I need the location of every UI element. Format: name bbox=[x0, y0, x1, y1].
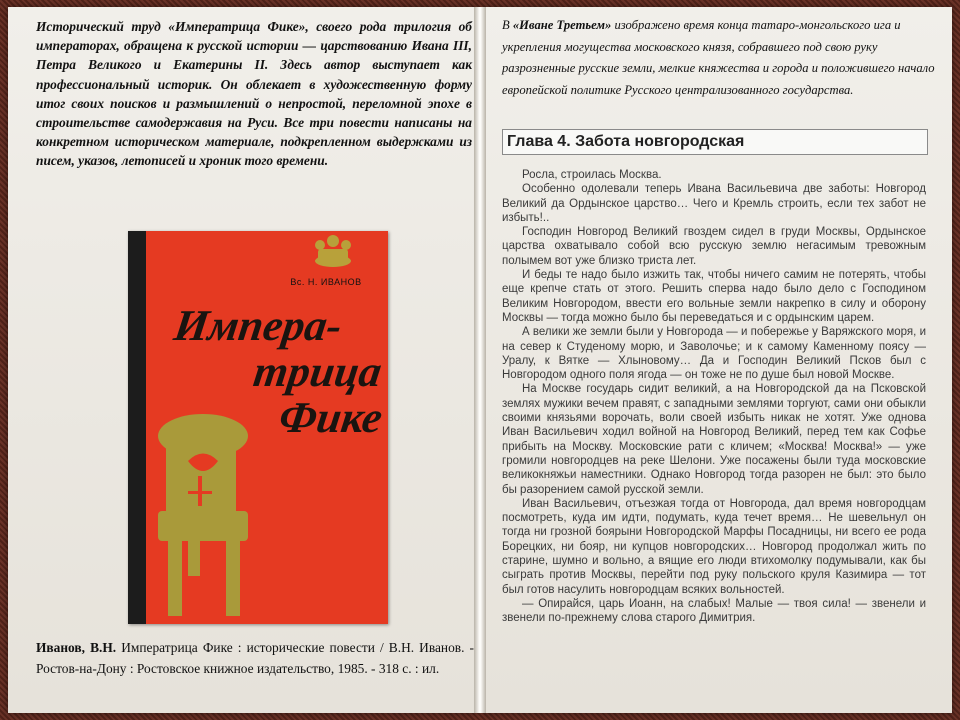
excerpt-paragraph: Иван Васильевич, отъезжая тогда от Новгорода, дал время новгородцам посмотреть, куда им идти, подумать, куда течет время… Не шевельнул он тогда ни грозной боярыни Новгородской Марфы Посадницы, ни всего ее рода Борецких, ни бояр, ни купцов новгородских… Новгород продолжал жить по старине, шумно и вольно, а вящие его люди втихомолку подумывали, как бы сыграть против Москвы, перейти под руку польского круля Казимира — тот был готов насулить новгородцам всяких вольностей. bbox=[502, 497, 926, 596]
cover-author: Вс. Н. ИВАНОВ bbox=[290, 277, 362, 287]
cover-title-line: Импера- bbox=[171, 301, 346, 350]
excerpt-paragraph: На Москве государь сидит великий, а на Новгородской да на Псковской землях мужики вечем правят, с западными землями торгуют, сами они обыкли своими князьями ворочать, воли своей избыть никак не хотят. Уже однова Иван Васильевич ходил войной на Новгород Великий, перед тем как Софье прибыть на Москву. Московские рати с кличем; «Москва! Москва!» — уже громили новгородцев на реке Шелони. Уже посажены были туда московские великокняжьи наместники. Однако Новгород тогда разорен не был: это было бы разорением самой русской земли. bbox=[502, 383, 926, 496]
right-page bbox=[482, 7, 952, 713]
cover-title-line: трица bbox=[250, 347, 385, 396]
chapter-heading: Глава 4. Забота новгородская bbox=[502, 129, 928, 155]
excerpt-paragraph: Росла, строилась Москва. bbox=[522, 169, 662, 181]
left-page bbox=[8, 7, 478, 713]
bibliography-author: Иванов, В.Н. bbox=[36, 640, 117, 655]
intro-prefix: В bbox=[502, 18, 513, 32]
bibliography-details: Императрица Фике : исторические повести / В.Н. Иванов. - Ростов-на-Дону : Ростовское книжное издательство, 1985. - 318 с. : ил. bbox=[36, 640, 474, 676]
excerpt-paragraph: А велики же земли были у Новгорода — и побережье у Варяжского моря, и на север к Студеному морю, и Заволочье; и к самому Каменному поясу — Уралу, к Вятке — Хлыновому… Да и Господин Великий Псков был с Новгородом одного поля ягода — он тоже не по душе был новой Москве. bbox=[502, 326, 926, 382]
story-description bbox=[502, 15, 942, 101]
excerpt-paragraph: И беды те надо было изжить так, чтобы ничего самим не потерять, чтобы еще крепче стать от этого. Решить сперва надо было дело с Господином Великим Новгородом, ввести его вольные земли накрепко в силу и оборону Москвы — тогда можно было бы переведаться и с ордынским царем. bbox=[502, 269, 926, 324]
book-cover-image bbox=[128, 231, 388, 624]
bibliographic-record bbox=[36, 637, 474, 679]
intro-text: изображено время конца татаро-монгольского ига и укрепления могущества московского князя, собравшего под свою руку разрозненные русские земли, мелкие княжества и города и положившего начало европейской политике Русского централизованного государства. bbox=[502, 18, 935, 97]
cover-title-line: Фике bbox=[276, 393, 386, 442]
chapter-excerpt bbox=[502, 168, 926, 626]
excerpt-paragraph: — Опирайся, царь Иоанн, на слабых! Малые — твоя сила! — звенели и звенели по-прежнему слова старого Димитрия. bbox=[502, 597, 926, 625]
book-description: Исторический труд «Императрица Фике», своего рода трилогия об императорах, обращена к русской истории — царствованию Ивана III, Петра Великого и Екатерины II. Здесь автор выступает как профессиональный историк. Он облекает в художественную форму итог своих поисков и размышлений о непростой, переломной эпохе в строительстве самодержавия на Руси. Все три повести написаны на конкретном историческом материале, подкрепленном выдержками из писем, указов, летописей и хроник того времени. bbox=[36, 19, 472, 169]
book-spine bbox=[474, 7, 486, 713]
excerpt-paragraph: Особенно одолевали теперь Ивана Васильевича две заботы: Новгород Великий да Ордынское царство… Чего и Кремль строить, если тех забот не избыть!.. bbox=[502, 183, 926, 224]
excerpt-paragraph: Господин Новгород Великий гвоздем сидел в груди Москвы, Ордынское царства охватывало собой всю русскую землю негасимым тревожным полымем вот уже близко триста лет. bbox=[502, 226, 926, 267]
cover-title bbox=[158, 303, 387, 441]
story-title: «Иване Третьем» bbox=[512, 18, 612, 32]
